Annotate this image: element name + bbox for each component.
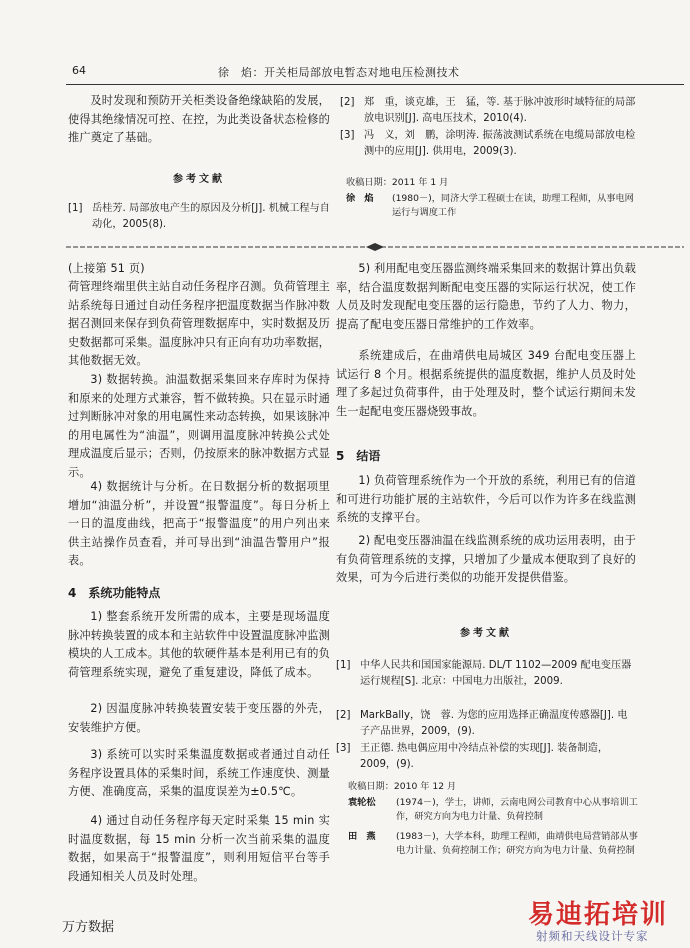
right-paragraph-3: 2) 配电变压器油温在线监测系统的成功运用表明，由于有负荷管理系统的支撑，只增加了少量成本便取到了良好的效果，可为今后进行类似的功能开发提供借鉴。	[336, 534, 636, 585]
right-reference-1	[336, 658, 636, 690]
top-left-reference-1	[68, 201, 330, 233]
page-number: 64	[72, 64, 86, 77]
watermark-subtitle: 射频和天线设计专家	[536, 929, 649, 943]
reference-text: 郑 重，谈克雄，王 猛，等. 基于脉冲波形时域特征的局部放电识别[J]. 高电压技术，2010(4).	[364, 97, 636, 124]
right-author1-name: 袁轮松	[348, 797, 376, 808]
top-right-author-bio: (1980－)，同济大学工程硕士在读，助理工程师，从事电网运行与调度工作	[392, 193, 634, 218]
reference-text: MarkBally，饶 蓉. 为您的应用选择正确温度传感器[J]. 电子产品世界，2009，(9).	[360, 710, 628, 737]
top-right-reference-3	[340, 128, 640, 160]
watermark-logo-text: 易迪拓培训	[528, 900, 669, 930]
reference-text: 冯 义，刘 鹏，涂明涛. 振荡波测试系统在电缆局部放电检测中的应用[J]. 供用电，2009(3).	[364, 130, 636, 157]
top-right-author-name: 徐 焰	[346, 193, 374, 204]
reference-number: [2]	[340, 97, 355, 108]
right-received-date: 收稿日期：2010 年 12 月	[348, 781, 457, 792]
top-right-received-date: 收稿日期：2011 年 1 月	[346, 177, 449, 188]
right-reference-3	[336, 741, 636, 773]
right-author1-bio: (1974－)，学士，讲师，云南电网公司教育中心从事培训工作，研究方向为电力计量、负荷控制	[396, 797, 638, 822]
top-right-reference-2	[340, 95, 640, 127]
left-paragraph-4: 2) 因温度脉冲转换装置安装于变压器的外壳，安装维护方便。	[68, 702, 330, 734]
reference-text: 王正德. 热电偶应用中冷结点补偿的实现[J]. 装备制造，2009，(9).	[360, 743, 609, 770]
top-left-references-title: 参考文献	[173, 174, 225, 185]
left-paragraph-3: 1) 整套系统开发所需的成本，主要是现场温度脉冲转换装置的成本和主站软件中设置温度脉冲监测模块的人工成本。其他的软硬件基本是利用已有的负荷管理系统实现，避免了重复建设，降低了成本。	[68, 610, 330, 679]
right-reference-2	[336, 708, 636, 740]
reference-text: 中华人民共和国国家能源局. DL/T 1102—2009 配电变压器运行规程[S]. 北京：中国电力出版社，2009.	[360, 660, 632, 687]
top-left-paragraph: 及时发现和预防开关柜类设备绝缘缺陷的发展，使得其绝缘情况可控、在控，为此类设备状态检修的推广奠定了基础。	[68, 94, 330, 145]
header-rule	[66, 84, 684, 85]
right-author2-bio: (1983－)，大学本科，助理工程师，曲靖供电局营销部从事电力计量、负荷控制工作；研究方向为电力计量、负荷控制	[396, 831, 638, 856]
section-divider	[66, 237, 684, 247]
right-paragraph-1: 系统建成后，在曲靖供电局城区 349 台配电变压器上试运行 8 个月。根据系统提供的温度数据，维护人员及时处理了多起过负荷事件，由于处理及时，整个试运行期间未发生一起配电变压器烧毁事故。	[336, 349, 636, 418]
running-title: 徐 焰：开关柜局部放电暂态对地电压检测技术	[218, 66, 460, 79]
reference-number: [1]	[336, 660, 351, 671]
reference-text: 岳桂芳. 局部放电产生的原因及分析[J]. 机械工程与自动化，2005(8).	[92, 203, 330, 230]
reference-number: [2]	[336, 710, 351, 721]
left-paragraph-6: 4) 通过自动任务程序每天定时采集 15 min 实时温度数据，每 15 min 分析一次当前采集的温度数据，如果高于“报警温度”，则利用短信平台等手段通知相关人员及时处理。	[68, 814, 330, 883]
footer-source: 万方数据	[62, 920, 115, 935]
section-5-title: 5 结语	[336, 449, 381, 463]
left-paragraph-1: 3) 数据转换。油温数据采集回来存库时为保持和原来的处理方式兼容，暂不做转换。只在显示时通过判断脉冲对象的用电属性来动态转换，如果该脉冲的用电属性为“油温”，则调用温度脉冲转换公式处理成温度后显示；否则，仍按原来的脉冲数据方式显示。	[68, 373, 330, 479]
section-4-title: 4 系统功能特点	[68, 586, 161, 600]
continued-from-label: (上接第 51 页)	[68, 262, 145, 275]
right-paragraph-0: 5) 利用配电变压器监测终端采集回来的数据计算出负载率，结合温度数据判断配电变压器的实际运行状况，使工作人员及时发现配电变压器的运行隐患，节约了人力、物力，提高了配电变压器日常维护的工作效率。	[336, 262, 636, 331]
right-paragraph-2: 1) 负荷管理系统作为一个开放的系统，利用已有的信道和可进行功能扩展的主站软件，今后可以作为许多在线监测系统的支撑平台。	[336, 474, 636, 525]
left-paragraph-2: 4) 数据统计与分析。在日数据分析的数据项里增加“油温分析”，并设置“报警温度”。每日分析上一日的温度曲线，把高于“报警温度”的用户列出来供主站操作员查看，并可导出到“油温告警用户”报表。	[68, 480, 330, 568]
right-references-title: 参考文献	[460, 628, 512, 639]
left-paragraph-0: 荷管理终端里供主站自动任务程序召测。负荷管理主站系统每日通过自动任务程序把温度数据当作脉冲数据召测回来保存到负荷管理数据库中，实时数据及历史数据都可采集。温度脉冲只有正向有功功率数据，其他数据无效。	[68, 280, 330, 368]
left-paragraph-5: 3) 系统可以实时采集温度数据或者通过自动任务程序设置具体的采集时间，系统工作速度快、测量方便、准确度高，采集的温度误差为±0.5℃。	[68, 748, 330, 799]
right-author2-name: 田 燕	[348, 831, 376, 842]
reference-number: [3]	[340, 130, 355, 141]
reference-number: [1]	[68, 203, 83, 214]
reference-number: [3]	[336, 743, 351, 754]
